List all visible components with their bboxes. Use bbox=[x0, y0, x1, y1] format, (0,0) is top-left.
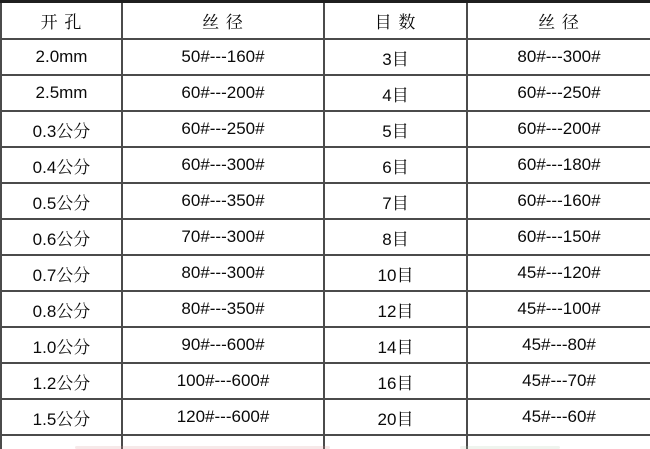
table-row bbox=[1, 183, 650, 219]
table-row bbox=[1, 75, 650, 111]
table-row bbox=[1, 327, 650, 363]
table-cell: 16目 bbox=[324, 363, 467, 399]
header-row bbox=[1, 2, 650, 40]
column-header: 开 孔 bbox=[1, 2, 122, 40]
table-cell: 4目 bbox=[324, 75, 467, 111]
table-cell: 7目 bbox=[324, 183, 467, 219]
table-cell: 45#---60# bbox=[467, 399, 650, 435]
table-cell: 60#---250# bbox=[467, 75, 650, 111]
table-cell: 45#---80# bbox=[467, 327, 650, 363]
table-cell: 70#---300# bbox=[122, 219, 324, 255]
table-head bbox=[1, 2, 650, 40]
table-cell: 60#---180# bbox=[467, 147, 650, 183]
table-cell: 2.5mm bbox=[1, 75, 122, 111]
table-cell: 6目 bbox=[324, 147, 467, 183]
table-row bbox=[1, 219, 650, 255]
column-header: 丝 径 bbox=[122, 2, 324, 40]
table-cell: 120#---600# bbox=[122, 399, 324, 435]
table-cell: 5目 bbox=[324, 111, 467, 147]
table-cell: 12目 bbox=[324, 291, 467, 327]
table-cell: 20目 bbox=[324, 399, 467, 435]
table-cell: 80#---300# bbox=[122, 255, 324, 291]
table-cell: 0.3公分 bbox=[1, 111, 122, 147]
table-row bbox=[1, 147, 650, 183]
table-cell: 50#---160# bbox=[122, 39, 324, 75]
table-cell: 8目 bbox=[324, 219, 467, 255]
table-cell: 3目 bbox=[324, 39, 467, 75]
table-cell bbox=[1, 435, 122, 449]
table-row bbox=[1, 399, 650, 435]
table-cell: 0.6公分 bbox=[1, 219, 122, 255]
table-cell: 45#---70# bbox=[467, 363, 650, 399]
table-cell: 60#---250# bbox=[122, 111, 324, 147]
table-cell: 1.0公分 bbox=[1, 327, 122, 363]
table-cell: 10目 bbox=[324, 255, 467, 291]
table-cell: 1.5公分 bbox=[1, 399, 122, 435]
table-cell: 90#---600# bbox=[122, 327, 324, 363]
table-cell: 80#---300# bbox=[467, 39, 650, 75]
table-cell: 45#---120# bbox=[467, 255, 650, 291]
table-cell: 60#---350# bbox=[122, 183, 324, 219]
table-body bbox=[1, 39, 650, 449]
table-cell bbox=[467, 435, 650, 449]
column-header: 丝 径 bbox=[467, 2, 650, 40]
table-cell: 0.4公分 bbox=[1, 147, 122, 183]
table-cell: 100#---600# bbox=[122, 363, 324, 399]
table-cell: 2.0mm bbox=[1, 39, 122, 75]
table-cell: 0.8公分 bbox=[1, 291, 122, 327]
table-cell: 60#---150# bbox=[467, 219, 650, 255]
table-cell: 60#---160# bbox=[467, 183, 650, 219]
table-row bbox=[1, 291, 650, 327]
table-cell: 60#---200# bbox=[467, 111, 650, 147]
table-cell bbox=[122, 435, 324, 449]
table-row-cutoff bbox=[1, 435, 650, 449]
table-row bbox=[1, 255, 650, 291]
table-cell: 14目 bbox=[324, 327, 467, 363]
table-cell bbox=[324, 435, 467, 449]
table-cell: 60#---300# bbox=[122, 147, 324, 183]
column-header: 目 数 bbox=[324, 2, 467, 40]
table-cell: 0.5公分 bbox=[1, 183, 122, 219]
table-cell: 45#---100# bbox=[467, 291, 650, 327]
table-cell: 60#---200# bbox=[122, 75, 324, 111]
table-row bbox=[1, 111, 650, 147]
table-row bbox=[1, 363, 650, 399]
table-cell: 80#---350# bbox=[122, 291, 324, 327]
table-row bbox=[1, 39, 650, 75]
table-cell: 1.2公分 bbox=[1, 363, 122, 399]
table-cell: 0.7公分 bbox=[1, 255, 122, 291]
